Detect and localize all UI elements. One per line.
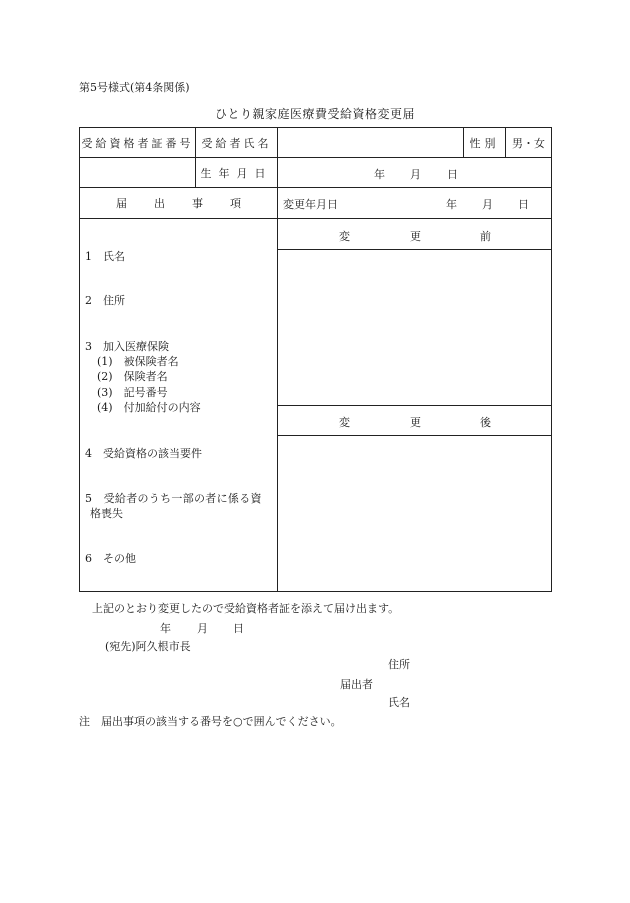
birth-year-unit: 年 <box>374 168 385 181</box>
change-day-unit: 日 <box>518 198 529 211</box>
item-6-other[interactable]: 6 その他 <box>85 552 136 565</box>
items-header: 届出事項 <box>116 197 268 210</box>
item-3-sub-3: (3) 記号番号 <box>97 386 168 399</box>
sex-label: 性別 <box>469 136 500 150</box>
after-content-field[interactable] <box>278 436 551 591</box>
before-content-field[interactable] <box>278 250 551 405</box>
item-3-sub-1: (1) 被保険者名 <box>97 355 179 368</box>
form-number: 第5号様式(第4条関係) <box>79 81 190 94</box>
change-year-unit: 年 <box>446 198 457 211</box>
item-5-loss-cont: 格喪失 <box>90 507 123 520</box>
applicant-label: 届出者 <box>340 678 373 691</box>
name-label: 氏名 <box>388 696 410 709</box>
cert-number-label: 受給資格者証番号 <box>81 136 194 150</box>
footer-day-unit: 日 <box>233 622 244 635</box>
item-1-name[interactable]: 1 氏名 <box>85 250 125 263</box>
addressee: (宛先)阿久根市長 <box>105 640 191 653</box>
recipient-name-label: 受給者氏名 <box>201 136 272 150</box>
item-4-eligibility[interactable]: 4 受給資格の該当要件 <box>85 447 202 460</box>
item-5-loss[interactable]: 5 受給者のうち一部の者に係る資 <box>85 492 262 505</box>
item-3-insurance[interactable]: 3 加入医療保険 <box>85 340 169 353</box>
footer-year-unit: 年 <box>160 622 171 635</box>
birth-day-unit: 日 <box>447 168 458 181</box>
statement: 上記のとおり変更したので受給資格者証を添えて届け出ます。 <box>92 602 400 615</box>
item-3-sub-4: (4) 付加給付の内容 <box>97 401 201 414</box>
address-label: 住所 <box>388 658 410 671</box>
item-3-sub-2: (2) 保険者名 <box>97 370 168 383</box>
change-month-unit: 月 <box>482 198 493 211</box>
change-date-label: 変更年月日 <box>283 198 338 211</box>
form-title: ひとり親家庭医療費受給資格変更届 <box>214 107 415 121</box>
birth-label: 生年月日 <box>200 166 273 180</box>
item-2-address[interactable]: 2 住所 <box>85 294 125 307</box>
cert-number-field[interactable] <box>80 158 195 187</box>
footnote: 注 届出事項の該当する番号を○で囲んでください。 <box>79 715 342 728</box>
sex-options[interactable]: 男・女 <box>512 136 545 150</box>
recipient-name-field[interactable] <box>278 128 463 157</box>
footer-month-unit: 月 <box>197 622 208 635</box>
birth-month-unit: 月 <box>410 168 421 181</box>
